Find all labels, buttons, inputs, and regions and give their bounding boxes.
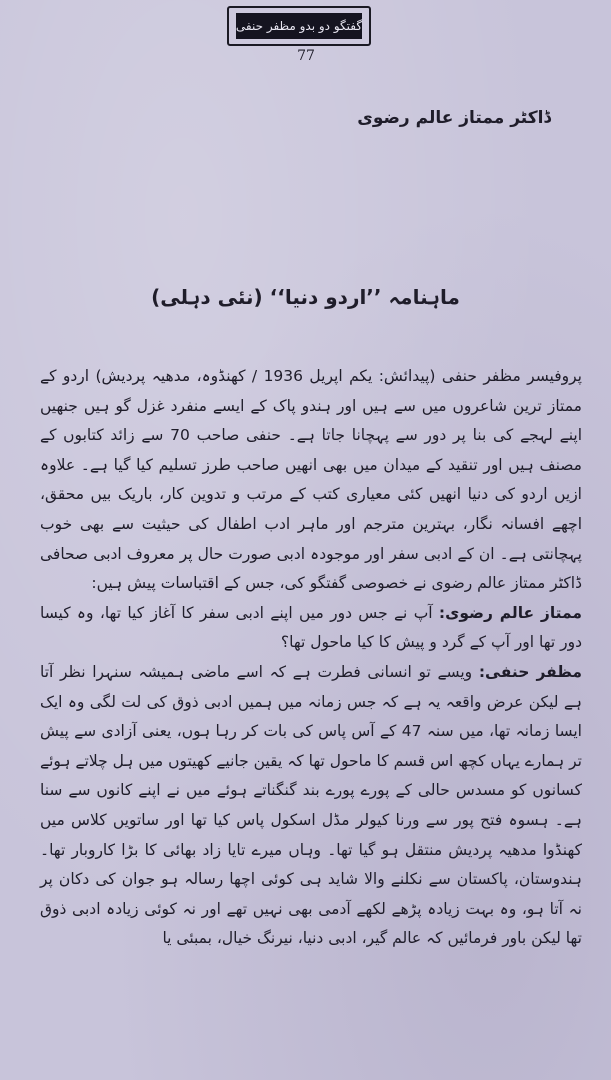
page-number: 77 <box>297 48 315 64</box>
running-head-text: گفتگو دو بدو مظفر حنفی <box>236 13 362 39</box>
dialogue-text: آپ نے جس دور میں اپنے ادبی سفر کا آغاز کیا تھا، وہ کیسا دور تھا اور آپ کے گرد و پیش کا کیا ماحول تھا؟ <box>40 603 582 652</box>
article-title: ماہنامہ ’’اردو دنیا‘‘ (نئی دہلی) <box>151 285 460 309</box>
dialogue-text: ویسے تو انسانی فطرت ہے کہ اسے ماضی ہمیشہ سنہرا نظر آتا ہے لیکن عرض واقعہ یہ ہے کہ جس زمانہ میں ہمیں ادبی ذوق کی لت لگی وہ ایک ایسا زمانہ تھا، میں سنہ 47 کے آس پاس کی بات کر رہا ہوں، یعنی آزادی سے پیش تر ہمارے یہاں کچھ اس قسم کا ماحول تھا کہ یقین جانیے کھیتوں میں ہل چلاتے ہوئے کسانوں کو مسدس حالی کے پورے پورے بند گنگناتے ہوئے میں نے اپنے کانوں سے سنا ہے۔ ہسوہ فتح پور سے ورنا کیولر مڈل اسکول پاس کیا تھا اور ساتویں کلاس میں کھنڈوا مدھیہ پردیش منتقل ہو گیا تھا۔ وہاں میرے تایا زاد بھائی کا بڑا کاروبار تھا۔ ہندوستان، پاکستان سے نکلنے والا شاید ہی کوئی اچھا رسالہ ہو جوان کی دکان پر نہ آتا ہو، وہ بہت زیادہ پڑھے لکھے آدمی بھی نہیں تھے اور نہ کوئی زیادہ ادبی ذوق تھا لیکن باور فرمائیں کہ عالم گیر، ادبی دنیا، نیرنگ خیال، بمبئی یا <box>40 662 582 948</box>
dialogue-paragraph <box>40 658 582 954</box>
dialogue-paragraph <box>40 599 582 658</box>
speaker-label: مظفر حنفی: <box>478 662 582 681</box>
intro-paragraph: پروفیسر مظفر حنفی (پیدائش: یکم اپریل 1936 / کھنڈوہ، مدھیہ پردیش) اردو کے ممتاز ترین شاعروں میں سے ہیں اور ہندو پاک کے ایسے منفرد غزل گو ہیں جنھیں اپنے لہجے کی بنا پر دور سے پہچانا جاتا ہے۔ حنفی صاحب 70 سے زائد کتابوں کے مصنف ہیں اور تنقید کے میدان میں بھی انھیں صاحب طرز تسلیم کیا گیا ہے۔ علاوہ ازیں اردو کی دنیا انھیں کئی معیاری کتب کے مرتب و تدوین کار، باریک بیں محقق، اچھے افسانہ نگار، بہترین مترجم اور ماہر ادب اطفال کی حیثیت سے بھی خوب پہچانتی ہے۔ ان کے ادبی سفر اور موجودہ ادبی صورت حال پر معروف ادبی صحافی ڈاکٹر ممتاز عالم رضوی نے خصوصی گفتگو کی، جس کے اقتباسات پیش ہیں: <box>40 367 582 593</box>
speaker-label: ممتاز عالم رضوی: <box>438 603 582 622</box>
article-body <box>40 362 582 954</box>
running-head-box <box>227 6 371 46</box>
author-name: ڈاکٹر ممتاز عالم رضوی <box>357 108 551 128</box>
